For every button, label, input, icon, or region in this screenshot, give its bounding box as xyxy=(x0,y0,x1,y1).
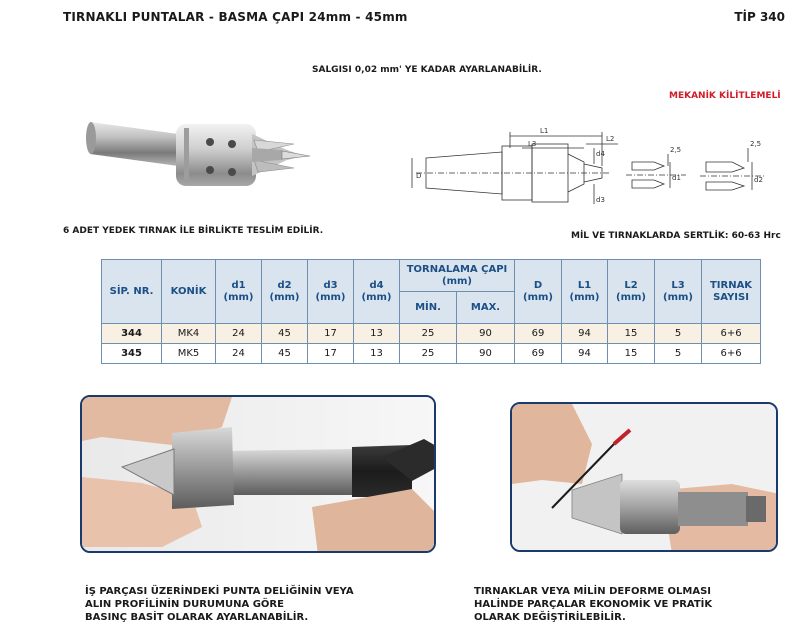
header-L3: L3 (mm) xyxy=(655,260,702,324)
dim-2-5-b: 2,5 xyxy=(750,140,762,148)
table-row xyxy=(102,344,761,364)
header-L2: L2 (mm) xyxy=(608,260,655,324)
cell-L1: 94 xyxy=(562,324,608,344)
dim-l1: L1 xyxy=(540,127,549,135)
page-title: TIRNAKLI PUNTALAR - BASMA ÇAPI 24mm - 45mm xyxy=(63,10,408,24)
cell-min: 25 xyxy=(400,344,457,364)
usage-photo-jaw-change xyxy=(510,402,778,552)
cell-tirnak: 6+6 xyxy=(702,344,761,364)
cell-d4: 13 xyxy=(354,344,400,364)
cell-d4: 13 xyxy=(354,324,400,344)
type-code: TİP 340 xyxy=(734,10,785,24)
dim-d2: d2 xyxy=(754,176,763,184)
cell-L3: 5 xyxy=(655,344,702,364)
dim-d4: d4 xyxy=(596,150,605,158)
header-D: D (mm) xyxy=(515,260,562,324)
header-tirnak: TIRNAK SAYISI xyxy=(702,260,761,324)
cell-tirnak: 6+6 xyxy=(702,324,761,344)
header-max: MAX. xyxy=(457,292,515,324)
dim-l2: L2 xyxy=(606,135,615,143)
cell-max: 90 xyxy=(457,344,515,364)
spare-jaws-note: 6 ADET YEDEK TIRNAK İLE BİRLİKTE TESLİM EDİLİR. xyxy=(63,226,324,236)
product-photo xyxy=(82,104,316,208)
dim-d: D xyxy=(416,172,422,180)
cell-d1: 24 xyxy=(216,344,262,364)
technical-drawing xyxy=(406,118,788,216)
cell-L3: 5 xyxy=(655,324,702,344)
header-sip-nr: SİP. NR. xyxy=(102,260,162,324)
header-d2: d2 (mm) xyxy=(262,260,308,324)
cell-sip: 344 xyxy=(102,324,162,344)
hardness-note: MİL VE TIRNAKLARDA SERTLİK: 60-63 Hrc xyxy=(571,231,781,241)
cell-D: 69 xyxy=(515,324,562,344)
header-tornalama: TORNALAMA ÇAPI (mm) xyxy=(400,260,515,292)
cell-konik: MK5 xyxy=(162,344,216,364)
cell-konik: MK4 xyxy=(162,324,216,344)
cell-sip: 345 xyxy=(102,344,162,364)
header-konik: KONİK xyxy=(162,260,216,324)
cell-L1: 94 xyxy=(562,344,608,364)
cell-d3: 17 xyxy=(308,324,354,344)
caption-pressure: İŞ PARÇASI ÜZERİNDEKİ PUNTA DELİĞİNİN VEYA ALIN PROFİLİNİN DURUMUNA GÖRE BASINÇ BASİT OLARAK AYARLANABİLİR. xyxy=(85,586,354,623)
cell-d1: 24 xyxy=(216,324,262,344)
dim-d3: d3 xyxy=(596,196,605,204)
caption-jaw-change: TIRNAKLAR VEYA MİLİN DEFORME OLMASI HALİNDE PARÇALAR EKONOMİK VE PRATİK OLARAK DEĞİŞTİRİLEBİLİR. xyxy=(474,586,713,623)
mechanical-lock-label: MEKANİK KİLİTLEMELİ xyxy=(669,91,781,101)
dim-d1: d1 xyxy=(672,174,681,182)
dim-2-5-a: 2,5 xyxy=(670,146,682,154)
usage-photo-pressure xyxy=(80,395,436,553)
cell-min: 25 xyxy=(400,324,457,344)
cell-D: 69 xyxy=(515,344,562,364)
header-min: MİN. xyxy=(400,292,457,324)
runout-note: SALGISI 0,02 mm' YE KADAR AYARLANABİLİR. xyxy=(312,65,542,75)
cell-L2: 15 xyxy=(608,324,655,344)
cell-d3: 17 xyxy=(308,344,354,364)
header-L1: L1 (mm) xyxy=(562,260,608,324)
cell-d2: 45 xyxy=(262,324,308,344)
cell-L2: 15 xyxy=(608,344,655,364)
dim-l3: L3 xyxy=(528,140,537,148)
spec-table xyxy=(101,259,761,364)
header-d4: d4 (mm) xyxy=(354,260,400,324)
header-d1: d1 (mm) xyxy=(216,260,262,324)
cell-d2: 45 xyxy=(262,344,308,364)
header-d3: d3 (mm) xyxy=(308,260,354,324)
table-row xyxy=(102,324,761,344)
cell-max: 90 xyxy=(457,324,515,344)
